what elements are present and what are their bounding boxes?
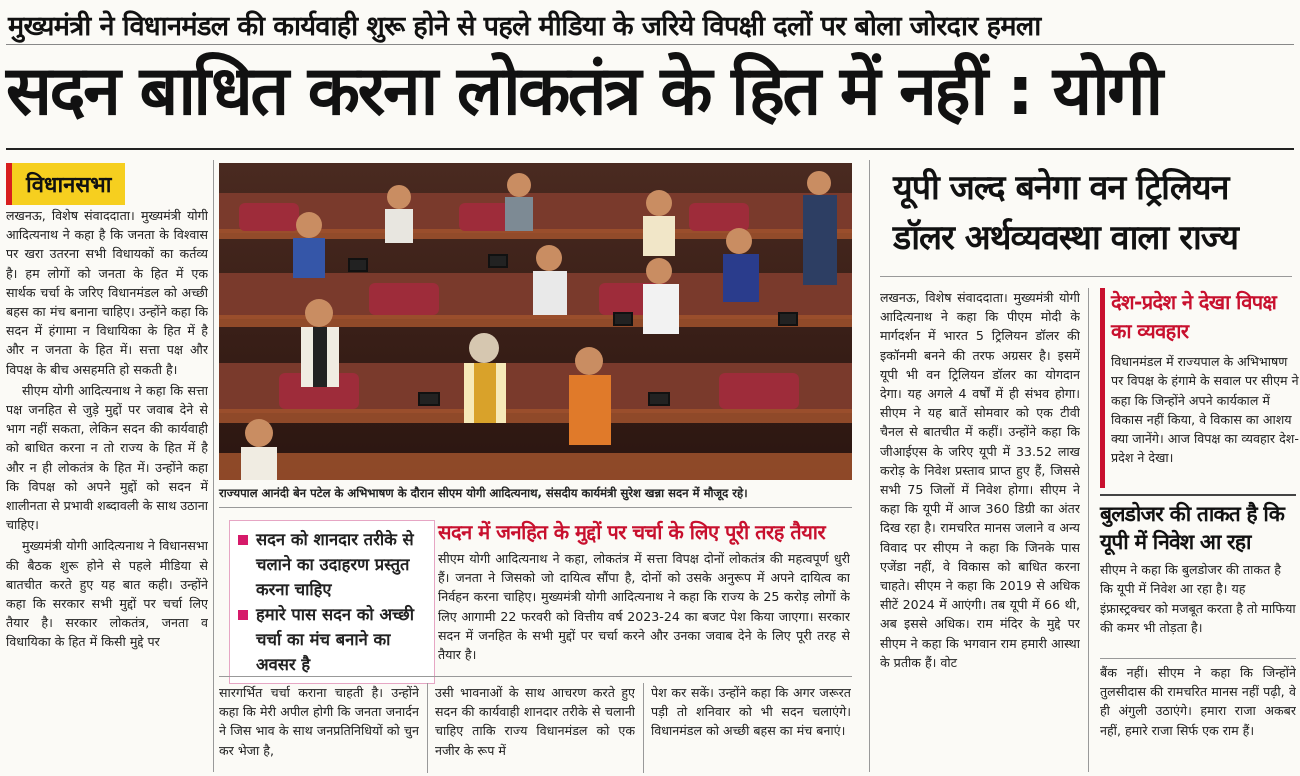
right-headline: यूपी जल्द बनेगा वन ट्रिलियन डॉलर अर्थव्यवस्था वाला राज्य <box>893 168 1238 258</box>
caption-rule <box>219 507 852 508</box>
headline-rule <box>6 148 1294 150</box>
quote-text-2: हमारे पास सदन को अच्छी चर्चा का मंच बनाने का अवसर है <box>256 605 414 674</box>
left-paragraph-1: लखनऊ, विशेष संवाददाता। मुख्यमंत्री योगी आदित्यनाथ ने कहा है कि जनता के विश्वास पर खरा उतरना सभी विधायकों का कर्तव्य है। हम लोगों को जनता के हित में एक सार्थक चर्चा के जरिए विधानमंडल को अच्छी बहस का मंच बनाना चाहिए। उन्होंने कहा कि सदन में हंगामा न विधायिका के हित में है और न जनता के हित में। सत्ता पक्ष और विपक्ष के बीच असहमति हो सकती है। <box>6 208 208 377</box>
bottom-rule <box>219 676 852 677</box>
right-story-text: लखनऊ, विशेष संवाददाता। मुख्यमंत्री योगी आदित्यनाथ ने कहा कि पीएम मोदी के मार्गदर्शन में भारत 5 ट्रिलियन डॉलर की इकॉनमी बनने की तरफ अग्रसर है। इसमें यूपी भी वन ट्रिलियन डॉलर का योगदान देगा। यह अगले 4 वर्षों में ही संभव होगा। सीएम ने यह बातें सोमवार को एक टीवी चैनल से बातचीत में कहीं। उन्होंने कहा कि जीआईएस के जरिए यूपी में 33.52 लाख करोड़ के निवेश प्रस्ताव प्राप्त हुए हैं, जिससे सभी 75 जिलों में निवेश होगा। सीएम ने कहा कि यूपी में आज 360 डिग्री का अंतर दिख रहा है। रामचरित मानस जलाने व अन्य विवाद पर सीएम ने कहा कि जिनके पास एजेंडा नहीं, वे विकास को बाधित करना चाहते। सीएम ने कहा कि 2019 से अधिक सीटें 2024 में आएंगी। तब यूपी में 66 थी, अब इससे अधिक। राम मंदिर के मुद्दे पर सीएम ने कहा कि भगवान राम हमारी आस्था के प्रतीक हैं। वोट <box>880 290 1080 670</box>
side-tail-text: बैंक नहीं। सीएम ने कहा कि जिन्होंने तुलसीदास की रामचरित मानस नहीं पढ़ी, वे ही अंगुली उठाएंगे। हमारा राजा अकबर नहीं, हमारे राजा सिर्फ एक राम हैं। <box>1100 665 1296 738</box>
photo-caption: राज्यपाल आनंदी बेन पटेल के अभिभाषण के दौरान सीएम योगी आदित्यनाथ, संसदीय कार्यमंत्री सुरेश खन्ना सदन में मौजूद रहे। <box>219 486 748 500</box>
quote-box <box>229 520 435 684</box>
bottom-divider <box>427 683 428 773</box>
left-column-text <box>6 206 208 774</box>
kicker-line: मुख्यमंत्री ने विधानमंडल की कार्यवाही शुरू होने से पहले मीडिया के जरिये विपक्षी दलों पर बोला जोरदार हमला <box>8 11 1041 42</box>
side-box-opposition <box>1100 288 1300 488</box>
side-divider <box>1100 494 1296 496</box>
bullet-square-icon <box>238 535 248 545</box>
quote-text-1: सदन को शानदार तरीके से चलाने का उदाहरण प्रस्तुत करना चाहिए <box>256 530 414 599</box>
side-box-text: विधानमंडल में राज्यपाल के अभिभाषण पर विपक्ष के हंगामे के सवाल पर सीएम ने कहा कि जिन्होंने अपने कार्यकाल में विकास नहीं किया, वे विकास का आशय क्या जानेंगे। आज विपक्ष का व्यवहार देश-प्रदेश ने देखा। <box>1111 354 1299 466</box>
sub-headline: सदन में जनहित के मुद्दों पर चर्चा के लिए पूरी तरह तैयार <box>438 520 826 544</box>
side-box-bulldozer <box>1100 500 1296 658</box>
section-tag: विधानसभा <box>6 163 125 205</box>
column-divider <box>869 160 870 772</box>
quote-item <box>238 602 426 677</box>
bottom-column-2: उसी भावनाओं के साथ आचरण करते हुए सदन की कार्यवाही शानदार तरीके से चलानी चाहिए ताकि राज्य विधानमंडल को एक नजीर के रूप में <box>435 685 635 758</box>
side-box-headline: देश-प्रदेश ने देखा विपक्ष का व्यवहार <box>1111 290 1277 343</box>
bottom-divider <box>643 683 644 773</box>
left-paragraph-3: मुख्यमंत्री योगी आदित्यनाथ ने विधानसभा की बैठक शुरू होने से पहले मीडिया से बातचीत करते हुए यह बात कही। उन्होंने कहा कि सरकार सभी मुद्दों पर चर्चा लिए तैयार है। सरकार लोकतंत्र, जनता व विधायिका के हित में किसी मुद्दे पर <box>6 538 208 650</box>
quote-item <box>238 527 426 602</box>
assembly-photo <box>219 163 852 480</box>
left-paragraph-2: सीएम योगी आदित्यनाथ ने कहा कि सत्ता पक्ष जनहित से जुड़े मुद्दों पर जवाब देने से भाग नहीं सकता, लेकिन सदन की कार्यवाही को बाधित करना न तो राज्य के हित में है और न ही लोकतंत्र के हित में। उन्होंने कहा कि विपक्ष को अपने मुद्दों को सदन में शालीनता से प्रभावी शब्दावली के साथ उठाना चाहिए। <box>6 382 208 533</box>
main-headline: सदन बाधित करना लोकतंत्र के हित में नहीं : योगी <box>6 52 1161 131</box>
assembly-photo-illustration <box>219 163 852 480</box>
right-head-rule <box>880 276 1292 277</box>
side-box-text: सीएम ने कहा कि बुलडोजर की ताकत है कि यूपी में निवेश आ रहा है। यह इंफ्रास्ट्रक्चर को मजबूत करता है तो माफिया की कमर भी तोड़ता है। <box>1100 562 1296 635</box>
bullet-square-icon <box>238 610 248 620</box>
bottom-column-3: पेश कर सकें। उन्होंने कहा कि अगर जरूरत पड़ी तो शनिवार को भी सदन चलाएंगे। विधानमंडल को अच्छी बहस का मंच बनाएं। <box>651 685 851 739</box>
column-divider <box>1088 288 1089 772</box>
kicker-rule <box>6 44 1294 45</box>
bottom-column-1: सारगर्भित चर्चा कराना चाहती है। उन्होंने कहा कि मेरी अपील होगी कि जनता जनार्दन ने जिस भाव के साथ जनप्रतिनिधियों को चुन कर भेजा है, <box>219 685 419 758</box>
side-divider <box>1100 658 1296 659</box>
side-box-headline: बुलडोजर की ताकत है कि यूपी में निवेश आ रहा <box>1100 502 1285 554</box>
column-divider <box>213 160 214 772</box>
sub-story-text: सीएम योगी आदित्यनाथ ने कहा, लोकतंत्र में सत्ता विपक्ष दोनों लोकतंत्र की महत्वपूर्ण धुरी हैं। जनता ने जिसको जो दायित्व सौंपा है, दोनों को उसके अनुरूप में अपने दायित्व का निर्वहन करना चाहिए। मुख्यमंत्री योगी आदित्यनाथ ने कहा कि राज्य के 25 करोड़ लोगों के लिए आगामी 22 फरवरी को वित्तीय वर्ष 2023-24 का बजट पेश किया जाएगा। सरकार सदन में जनहित के सभी मुद्दों पर चर्चा करने और उनका जवाब देने के लिए पूरी तरह से तैयार है। <box>438 551 850 663</box>
